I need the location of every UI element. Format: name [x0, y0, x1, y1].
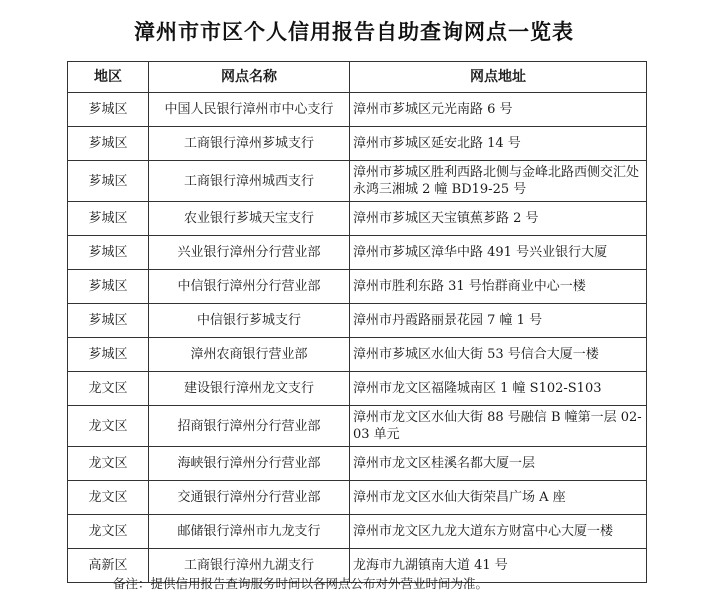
cell-area: 芗城区: [68, 270, 149, 304]
cell-area: 芗城区: [68, 93, 149, 127]
cell-name: 建设银行漳州龙文支行: [149, 372, 350, 406]
cell-name: 工商银行漳州芗城支行: [149, 127, 350, 161]
table-row: [68, 481, 647, 515]
cell-area: 芗城区: [68, 127, 149, 161]
table-row: [68, 236, 647, 270]
cell-address: 漳州市芗城区胜利西路北侧与金峰北路西侧交汇处永鸿三湘城 2 幢 BD19-25 号: [350, 161, 647, 202]
cell-area: 龙文区: [68, 515, 149, 549]
cell-name: 中信银行漳州分行营业部: [149, 270, 350, 304]
cell-address: 漳州市芗城区水仙大街 53 号信合大厦一楼: [350, 338, 647, 372]
header-name: 网点名称: [149, 62, 350, 93]
cell-address: 漳州市丹霞路丽景花园 7 幢 1 号: [350, 304, 647, 338]
cell-area: 龙文区: [68, 481, 149, 515]
cell-address: 漳州市龙文区水仙大街荣昌广场 A 座: [350, 481, 647, 515]
cell-area: 高新区: [68, 549, 149, 583]
cell-area: 芗城区: [68, 236, 149, 270]
table-row: [68, 515, 647, 549]
cell-name: 交通银行漳州分行营业部: [149, 481, 350, 515]
cell-area: 龙文区: [68, 406, 149, 447]
cell-name: 农业银行芗城天宝支行: [149, 202, 350, 236]
cell-address: 漳州市龙文区福隆城南区 1 幢 S102-S103: [350, 372, 647, 406]
cell-address: 龙海市九湖镇南大道 41 号: [350, 549, 647, 583]
table-row: [68, 127, 647, 161]
table-row: [68, 202, 647, 236]
cell-address: 漳州市芗城区漳华中路 491 号兴业银行大厦: [350, 236, 647, 270]
table-row: [68, 93, 647, 127]
cell-name: 漳州农商银行营业部: [149, 338, 350, 372]
cell-area: 芗城区: [68, 304, 149, 338]
page-title: 漳州市市区个人信用报告自助查询网点一览表: [134, 20, 574, 44]
header-area: 地区: [68, 62, 149, 93]
cell-area: 龙文区: [68, 372, 149, 406]
cell-name: 招商银行漳州分行营业部: [149, 406, 350, 447]
table-row: [68, 304, 647, 338]
outlet-table: [67, 61, 647, 583]
table-header-row: [68, 62, 647, 93]
header-address: 网点地址: [350, 62, 647, 93]
table-row: [68, 338, 647, 372]
table-row: [68, 270, 647, 304]
cell-name: 海峡银行漳州分行营业部: [149, 447, 350, 481]
cell-address: 漳州市芗城区元光南路 6 号: [350, 93, 647, 127]
cell-area: 芗城区: [68, 202, 149, 236]
cell-address: 漳州市芗城区延安北路 14 号: [350, 127, 647, 161]
cell-name: 工商银行漳州城西支行: [149, 161, 350, 202]
cell-name: 工商银行漳州九湖支行: [149, 549, 350, 583]
cell-address: 漳州市龙文区水仙大街 88 号融信 B 幢第一层 02-03 单元: [350, 406, 647, 447]
cell-address: 漳州市龙文区九龙大道东方财富中心大厦一楼: [350, 515, 647, 549]
table-row: [68, 406, 647, 447]
cell-address: 漳州市胜利东路 31 号怡群商业中心一楼: [350, 270, 647, 304]
table-row: [68, 161, 647, 202]
cell-address: 漳州市龙文区桂溪名都大厦一层: [350, 447, 647, 481]
cell-area: 龙文区: [68, 447, 149, 481]
footnote: 备注：提供信用报告查询服务时间以各网点公布对外营业时间为准。: [113, 576, 489, 591]
cell-name: 兴业银行漳州分行营业部: [149, 236, 350, 270]
table-row: [68, 447, 647, 481]
cell-name: 中国人民银行漳州市中心支行: [149, 93, 350, 127]
cell-area: 芗城区: [68, 338, 149, 372]
cell-address: 漳州市芗城区天宝镇蕉芗路 2 号: [350, 202, 647, 236]
cell-name: 中信银行芗城支行: [149, 304, 350, 338]
cell-name: 邮储银行漳州市九龙支行: [149, 515, 350, 549]
table-row: [68, 372, 647, 406]
cell-area: 芗城区: [68, 161, 149, 202]
